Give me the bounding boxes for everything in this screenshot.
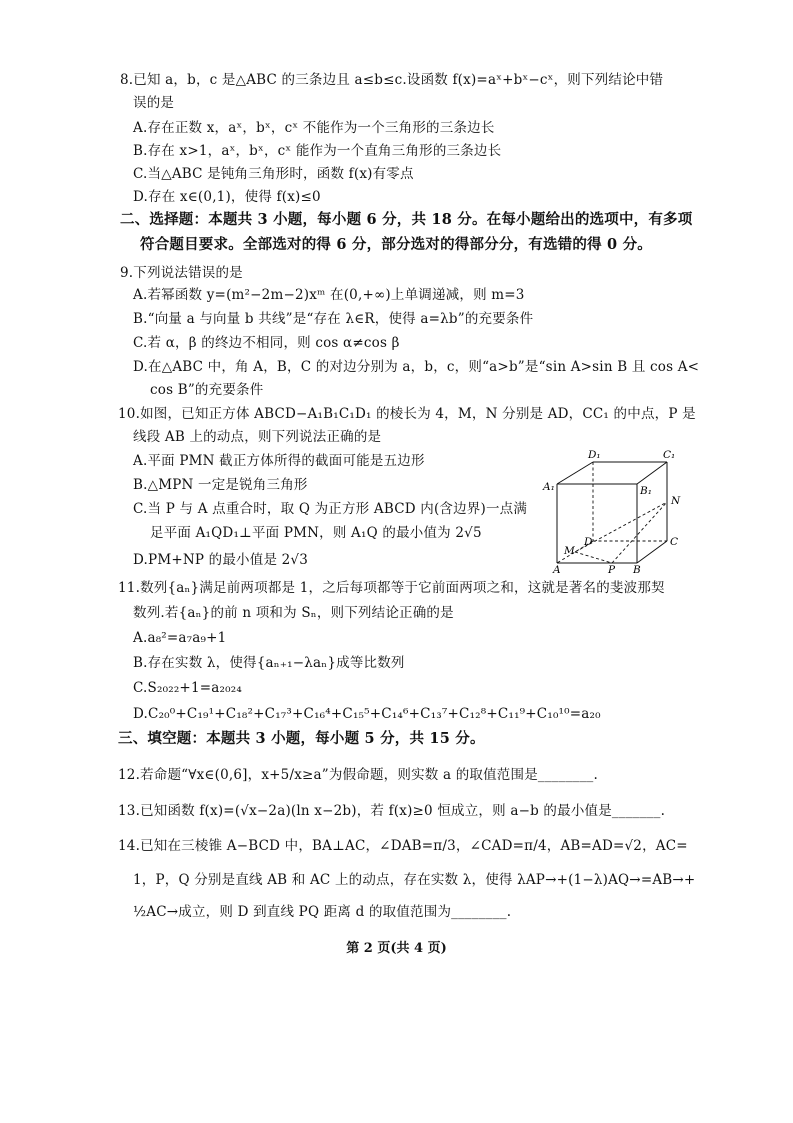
label-a: A	[553, 564, 561, 574]
q11-option-b: B.存在实数 λ，使得{aₙ₊₁−λaₙ}成等比数列	[133, 655, 405, 671]
edge-b1c1	[637, 462, 667, 484]
q10-option-c-line2: 足平面 A₁QD₁⊥平面 PMN，则 A₁Q 的最小值为 2√5	[150, 525, 482, 541]
q13-text: 13.已知函数 f(x)=(√x−2a)(ln x−2b)，若 f(x)≥0 恒成立，则 a−b 的最小值是_______.	[118, 803, 666, 819]
q14-line2: 1，P，Q 分别是直线 AB 和 AC 上的动点，存在实数 λ，使得 λAP→+(1−λ)AQ→=AB→+	[133, 872, 696, 888]
q10-option-a: A.平面 PMN 截正方体所得的截面可能是五边形	[133, 453, 425, 469]
q11-stem-line1: 11.数列{aₙ}满足前两项都是 1，之后每项都等于它前面两项之和，这就是著名的斐波那契	[118, 580, 665, 596]
q8-stem-line2: 误的是	[133, 95, 175, 111]
q11-option-c: C.S₂₀₂₂+1=a₂₀₂₄	[133, 680, 242, 696]
edge-d1a1	[557, 462, 593, 484]
section3-heading: 三、填空题：本题共 3 小题，每小题 5 分，共 15 分。	[118, 730, 485, 747]
q10-stem-line2: 线段 AB 上的动点，则下列说法正确的是	[133, 429, 382, 445]
q9-option-b: B.“向量 a 与向量 b 共线”是“存在 λ∈R，使得 a=λb”的充要条件	[133, 311, 534, 327]
label-b: B	[633, 564, 641, 574]
edge-bc	[637, 541, 667, 563]
segment-mp	[575, 552, 612, 563]
q9-option-a: A.若幂函数 y=(m²−2m−2)xᵐ 在(0,+∞)上单调递减，则 m=3	[133, 287, 525, 303]
q14-line1: 14.已知在三棱锥 A−BCD 中，BA⊥AC，∠DAB=π/3，∠CAD=π/4，AB=AD=√2，AC=	[118, 838, 688, 854]
q11-stem-line2: 数列.若{aₙ}的前 n 项和为 Sₙ，则下列结论正确的是	[133, 605, 454, 621]
q10-option-c-line1: C.当 P 与 A 点重合时，取 Q 为正方形 ABCD 内(含边界)一点满	[133, 501, 528, 517]
q8-option-b: B.存在 x>1，aˣ，bˣ，cˣ 能作为一个直角三角形的三条边长	[133, 143, 502, 159]
label-d1: D₁	[588, 449, 601, 461]
q9-option-d-line2: cos B”的充要条件	[150, 382, 264, 398]
q8-option-c: C.当△ABC 是钝角三角形时，函数 f(x)有零点	[133, 166, 414, 182]
label-a1: A₁	[543, 481, 555, 493]
label-c: C	[670, 536, 679, 548]
section2-heading-line1: 二、选择题：本题共 3 小题，每小题 6 分，共 18 分。在每小题给出的选项中，有多项	[120, 211, 693, 228]
q11-option-a: A.a₈²=a₇a₉+1	[133, 630, 227, 646]
label-d: D	[584, 536, 593, 548]
q10-option-d: D.PM+NP 的最小值是 2√3	[133, 552, 309, 568]
q11-option-d: D.C₂₀⁰+C₁₉¹+C₁₈²+C₁₇³+C₁₆⁴+C₁₅⁵+C₁₄⁶+C₁₃⁷+C₁₂⁸+C₁₁⁹+C₁₀¹⁰=a₂₀	[133, 706, 601, 722]
q8-option-a: A.存在正数 x，aˣ，bˣ，cˣ 不能作为一个三角形的三条边长	[133, 120, 495, 136]
q14-line3: ½AC→成立，则 D 到直线 PQ 距离 d 的取值范围为________.	[133, 904, 512, 920]
segment-pn	[612, 502, 667, 563]
label-c1: C₁	[663, 449, 676, 461]
q9-option-c: C.若 α，β 的终边不相同，则 cos α≠cos β	[133, 335, 400, 351]
label-b1: B₁	[640, 485, 652, 497]
label-m: M	[564, 545, 575, 557]
q10-option-b: B.△MPN 一定是锐角三角形	[133, 477, 308, 493]
q8-option-d: D.存在 x∈(0,1)，使得 f(x)≤0	[133, 189, 321, 205]
q10-stem-line1: 10.如图，已知正方体 ABCD−A₁B₁C₁D₁ 的棱长为 4，M，N 分别是 AD，CC₁ 的中点，P 是	[118, 406, 696, 422]
q9-stem: 9.下列说法错误的是	[120, 265, 243, 281]
section2-heading-line2: 符合题目要求。全部选对的得 6 分，部分选对的得部分分，有选错的得 0 分。	[140, 236, 652, 253]
q8-stem-line1: 8.已知 a，b，c 是△ABC 的三条边且 a≤b≤c.设函数 f(x)=aˣ+bˣ−cˣ，则下列结论中错	[120, 72, 664, 88]
q12-text: 12.若命题“∀x∈(0,6]，x+5/x≥a”为假命题，则实数 a 的取值范围是________.	[118, 767, 598, 783]
q9-option-d-line1: D.在△ABC 中，角 A，B，C 的对边分别为 a，b，c，则“a>b”是“sin A>sin B 且 cos A<	[133, 359, 700, 375]
label-p: P	[608, 564, 616, 574]
cube-figure	[540, 446, 690, 574]
page-footer: 第 2 页(共 4 页)	[346, 941, 447, 956]
label-n: N	[671, 495, 681, 507]
